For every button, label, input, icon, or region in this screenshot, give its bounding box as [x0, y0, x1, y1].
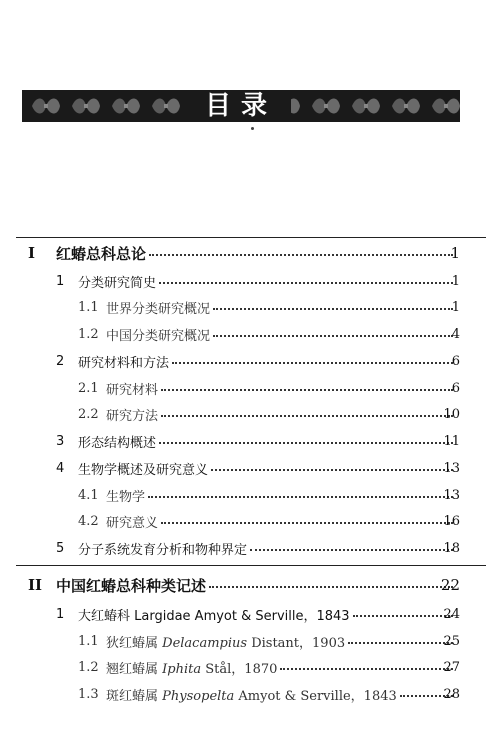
toc-number: 1	[56, 606, 65, 622]
toc-entry[interactable]	[0, 350, 500, 372]
leader-dots	[213, 308, 453, 310]
toc-title: 红蝽总科总论	[56, 244, 147, 263]
toc-title: 生物学	[106, 489, 146, 505]
toc-entry[interactable]	[0, 457, 500, 479]
toc-page: 25	[443, 633, 460, 649]
toc-number: I	[28, 244, 36, 262]
toc-entry[interactable]	[0, 484, 500, 506]
genus-cn-name: 翘红蝽属	[106, 661, 159, 677]
toc-entry[interactable]	[0, 296, 500, 318]
leader-dots	[172, 362, 453, 364]
toc-page: 22	[440, 576, 460, 594]
toc-number: II	[28, 576, 43, 594]
page-title: 目录	[191, 90, 291, 122]
toc-number: 1.2	[78, 326, 99, 342]
toc-number: 5	[56, 540, 65, 556]
toc-title: 形态结构概述	[78, 435, 157, 451]
leader-dots	[209, 586, 453, 588]
toc-page: 1	[451, 273, 460, 289]
toc-number: 4	[56, 460, 65, 476]
genus-cn-name: 斑红蝽属	[106, 688, 159, 704]
leader-dots	[148, 496, 453, 498]
toc-number: 1.1	[78, 633, 99, 649]
toc-title: 世界分类研究概况	[106, 301, 211, 317]
leader-dots	[213, 335, 453, 337]
toc-page: 13	[443, 487, 460, 503]
leader-dots	[161, 415, 453, 417]
toc-title	[106, 658, 277, 677]
toc-page: 16	[443, 513, 460, 529]
toc-title: 中国红蝽总科种类记述	[56, 576, 207, 595]
toc-page: 4	[451, 326, 460, 342]
toc-page: 6	[451, 380, 460, 396]
leader-dots	[161, 389, 453, 391]
toc-page: 18	[443, 540, 460, 556]
toc-entry[interactable]	[0, 242, 500, 264]
toc-entry[interactable]	[0, 683, 500, 705]
toc-page: 10	[443, 406, 460, 422]
toc-entry[interactable]	[0, 574, 500, 596]
toc-title: 生物学概述及研究意义	[78, 462, 209, 478]
toc-title: 分子系统发育分析和物种界定	[78, 542, 248, 558]
toc-page: 11	[443, 433, 460, 449]
genus-latin-name: Delacampius	[162, 635, 248, 651]
leader-dots	[159, 442, 453, 444]
toc-entry[interactable]	[0, 403, 500, 425]
leader-dots	[280, 668, 453, 670]
toc-number: 2.2	[78, 406, 99, 422]
toc-page: 1	[451, 299, 460, 315]
toc-title: 研究意义	[106, 515, 159, 531]
toc-title: 中国分类研究概况	[106, 328, 211, 344]
genus-authority: Stål，1870	[205, 661, 278, 677]
toc-title	[106, 632, 345, 651]
decorative-dot	[251, 127, 254, 130]
toc-title: 研究材料和方法	[78, 355, 170, 371]
leader-dots	[159, 282, 453, 284]
toc-page: 27	[443, 659, 460, 675]
toc-number: 1	[56, 273, 65, 289]
leader-dots	[161, 522, 453, 524]
leader-dots	[211, 469, 453, 471]
toc-entry[interactable]	[0, 323, 500, 345]
leader-dots	[353, 615, 453, 617]
toc-entry[interactable]	[0, 603, 500, 625]
genus-authority: Distant，1903	[251, 635, 346, 651]
genus-latin-name: Iphita	[162, 661, 202, 677]
toc-number: 2	[56, 353, 65, 369]
section-divider	[16, 237, 486, 238]
toc-entry[interactable]	[0, 510, 500, 532]
toc-page: 28	[443, 686, 460, 702]
toc-number: 2.1	[78, 380, 99, 396]
toc-number: 4.1	[78, 487, 99, 503]
genus-authority: Amyot & Serville，1843	[238, 688, 397, 704]
toc-entry[interactable]	[0, 430, 500, 452]
toc-page: 13	[443, 460, 460, 476]
toc-entry[interactable]	[0, 630, 500, 652]
toc-number: 3	[56, 433, 65, 449]
section-divider	[16, 565, 486, 566]
toc-entry[interactable]	[0, 377, 500, 399]
genus-cn-name: 狄红蝽属	[106, 635, 159, 651]
toc-page: 24	[443, 606, 460, 622]
toc-title: 研究方法	[106, 408, 159, 424]
leader-dots	[149, 254, 453, 256]
toc-number: 4.2	[78, 513, 99, 529]
toc-entry[interactable]	[0, 537, 500, 559]
toc-title: 分类研究简史	[78, 275, 157, 291]
toc-title: 大红蝽科 Largidae Amyot & Serville，1843	[78, 608, 350, 624]
toc-page: 1	[450, 244, 460, 262]
toc-number: 1.2	[78, 659, 99, 675]
toc-banner	[22, 90, 460, 122]
toc-title	[106, 685, 397, 704]
toc-entry[interactable]	[0, 656, 500, 678]
toc-entry[interactable]	[0, 270, 500, 292]
toc-title: 研究材料	[106, 382, 159, 398]
toc-number: 1.3	[78, 686, 99, 702]
leader-dots	[250, 549, 453, 551]
leader-dots	[348, 642, 453, 644]
toc-page: 6	[451, 353, 460, 369]
toc-number: 1.1	[78, 299, 99, 315]
genus-latin-name: Physopelta	[162, 688, 235, 704]
